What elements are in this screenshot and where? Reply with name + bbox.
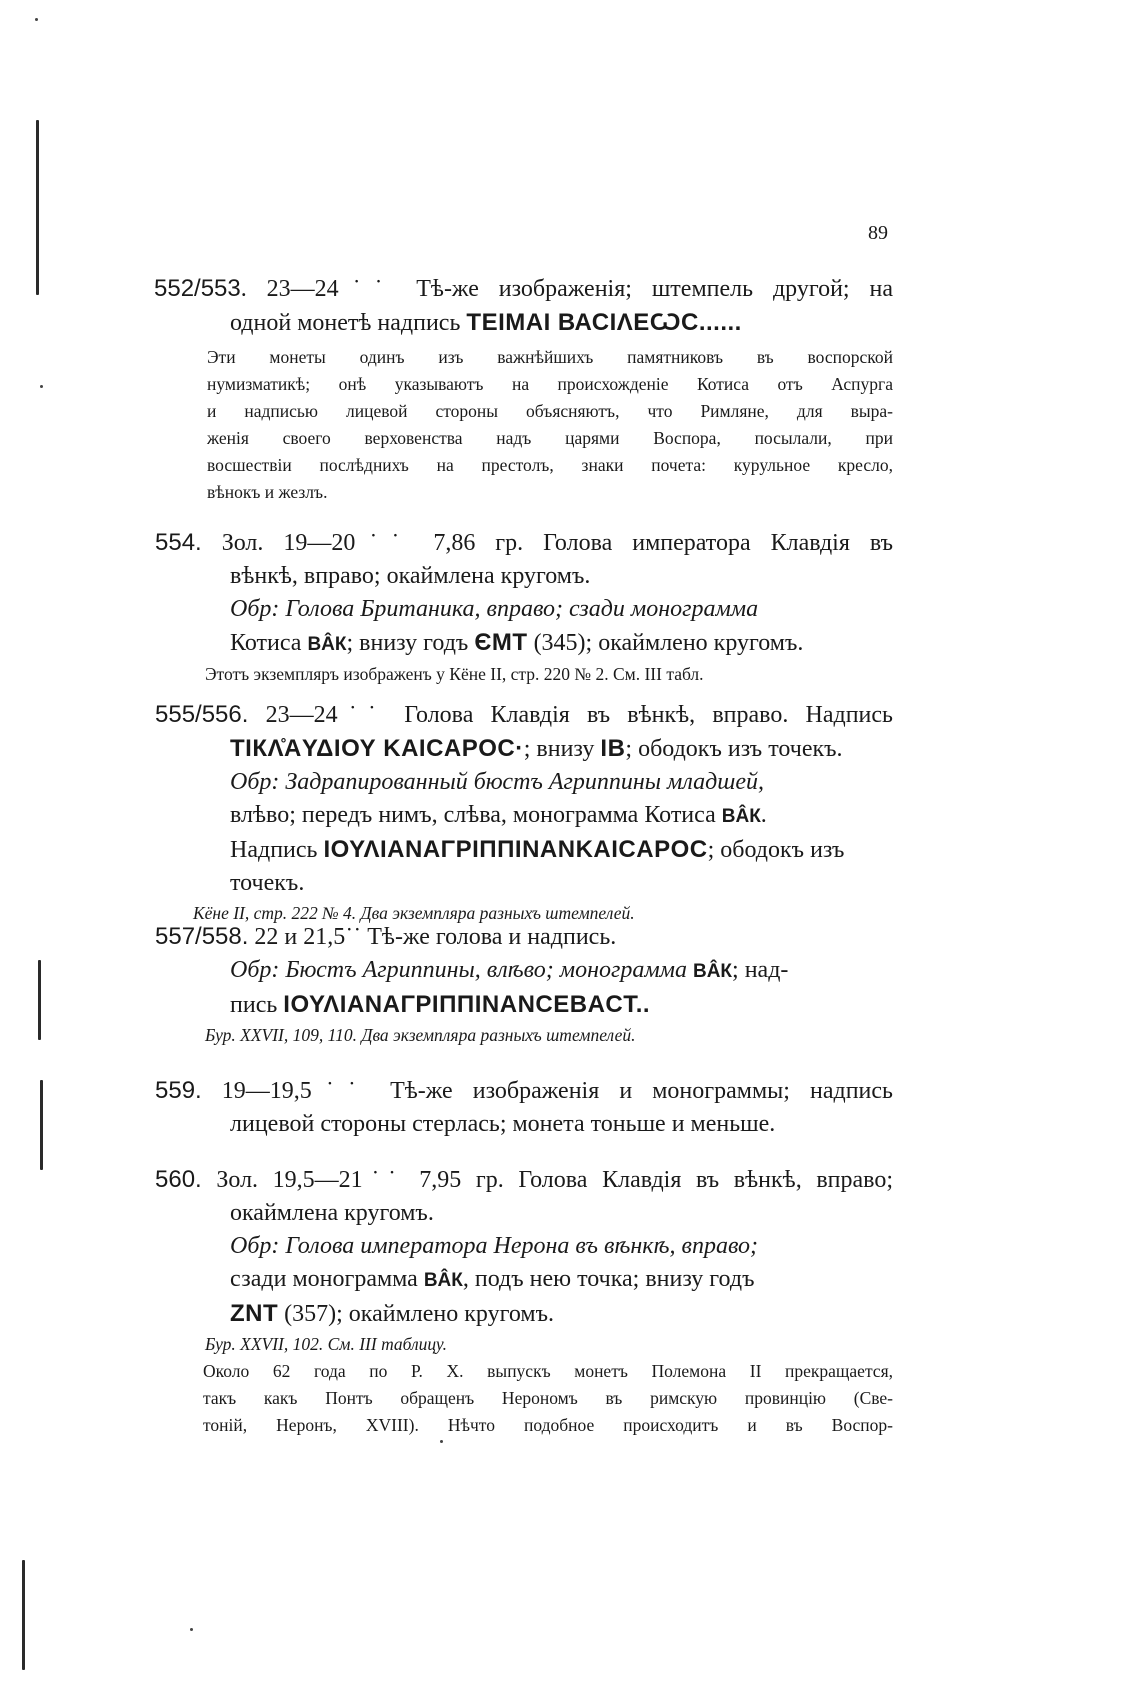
entry-line: ТІКΛ̊АΥΔΙΟΥ ΚΑΙCΑΡΟC·; внизу ΙΒ; ободокъ изъ точекъ. bbox=[230, 735, 843, 762]
entry-552-553 bbox=[155, 272, 893, 506]
commentary-line: такъ какъ Понтъ обращенъ Нерономъ въ римскую провинцію (Све- bbox=[203, 1388, 893, 1408]
entry-555-556 bbox=[155, 698, 893, 927]
greek-inscription: ТЕІМАІ ВАСІΛЕѠС...... bbox=[466, 309, 742, 336]
entry-number: 554. bbox=[155, 529, 202, 556]
entry-number: 557/558. bbox=[155, 923, 249, 950]
entry-number: 560. bbox=[155, 1166, 202, 1193]
entry-554 bbox=[155, 526, 893, 688]
entry-559 bbox=[155, 1074, 893, 1141]
year-inscription: ЄМТ bbox=[474, 629, 528, 656]
entry-number: 552/553 bbox=[154, 275, 241, 302]
entry-first-line: 555/556. 23—24˙˙ Голова Клавдія въ вѣнкѣ, вправо. Надпись bbox=[155, 701, 893, 728]
entry-line: сзади монограмма ВÂК, подъ нею точка; внизу годъ bbox=[230, 1266, 755, 1292]
commentary-line: восшествіи послѣднихъ на престолъ, знаки почета: курульное кресло, bbox=[207, 455, 893, 475]
entry-number: 555/556. bbox=[155, 701, 249, 728]
entry-line: Надпись ΙΟΥΛΙΑΝΑΓΡΙΠΠΙΝΑΝΚΑΙCΑΡΟC; ободокъ изъ bbox=[230, 836, 845, 863]
scan-edge-mark bbox=[40, 1080, 43, 1170]
entry-560 bbox=[155, 1163, 893, 1439]
commentary-line: тоній, Неронъ, XVIII). Нѣчто подобное происходитъ и въ Воспор- bbox=[203, 1415, 893, 1435]
year-inscription: ΖΝΤ bbox=[230, 1300, 279, 1327]
greek-inscription: ТІКΛ̊АΥΔΙΟΥ ΚΑΙCΑΡΟC· bbox=[230, 735, 524, 762]
monogram: ВÂК bbox=[423, 1270, 463, 1291]
entry-line: вѣнкѣ, вправо; окаймлена кругомъ. bbox=[230, 563, 591, 589]
reference-line: Бур. XXVII, 102. См. III таблицу. bbox=[205, 1334, 447, 1354]
entry-line: одной монетѣ надпись ТЕІМАІ ВАСІΛЕѠС...... bbox=[230, 309, 742, 336]
reverse-line bbox=[155, 593, 893, 626]
scan-dot bbox=[440, 1440, 443, 1443]
monogram: ВÂК bbox=[307, 634, 347, 655]
entry-line: Котиса ВÂК; внизу годъ ЄМТ (345); окаймлено кругомъ. bbox=[230, 629, 804, 656]
greek-inscription: ΙΒ bbox=[600, 735, 626, 762]
entry-number: 559. bbox=[155, 1077, 202, 1104]
monogram: ВÂК bbox=[692, 961, 733, 982]
commentary-line: вѣнокъ и жезлъ. bbox=[207, 482, 328, 502]
scan-dot bbox=[190, 1628, 193, 1631]
reference-line: Этотъ экземпляръ изображенъ у Кёне II, стр. 220 № 2. См. III табл. bbox=[205, 664, 704, 684]
reverse-line bbox=[155, 1230, 893, 1263]
reverse-text: Обр: Бюстъ Агриппины, влѣво; монограмма bbox=[230, 957, 687, 983]
reverse-text: Обр: Голова императора Нерона въ вѣнкѣ, вправо; bbox=[230, 1233, 759, 1259]
reference-line: Кёне II, стр. 222 № 4. Два экземпляра разныхъ штемпелей. bbox=[193, 903, 635, 923]
monogram: ВÂК bbox=[721, 806, 761, 827]
entry-557-558 bbox=[155, 920, 893, 1049]
scan-edge-mark bbox=[38, 960, 41, 1040]
entry-line: точекъ. bbox=[230, 870, 305, 896]
reverse-line: Обр: Бюстъ Агриппины, влѣво; монограмма ВÂК; над- bbox=[230, 957, 789, 983]
entry-first-line: 559. 19—19,5˙˙ Тѣ-же изображенія и монограммы; надпись bbox=[155, 1077, 893, 1104]
greek-inscription: ΙΟΥΛΙΑΝΑΓΡΙΠΠΙΝΑΝCΕΒΑCΤ.. bbox=[283, 991, 651, 1018]
scan-dot bbox=[40, 385, 43, 388]
entry-first-line: 560. Зол. 19,5—21˙˙ 7,95 гр. Голова Клавдія въ вѣнкѣ, вправо; bbox=[155, 1166, 893, 1193]
reverse-text: Обр: Голова Британика, вправо; сзади монограмма bbox=[230, 596, 759, 622]
entry-line: влѣво; передъ нимъ, слѣва, монограмма Котиса ВÂК. bbox=[230, 802, 767, 828]
scan-dot bbox=[35, 18, 38, 21]
reference-line: Бур. XXVII, 109, 110. Два экземпляра разныхъ штемпелей. bbox=[205, 1025, 636, 1045]
entry-line: окаймлена кругомъ. bbox=[230, 1200, 434, 1226]
reverse-text: Обр: Задрапированный бюстъ Агриппины младшей, bbox=[230, 769, 765, 795]
reverse-line bbox=[155, 766, 893, 799]
entry-first-line: 552/553. 23—24˙˙ Тѣ-же изображенія; штемпель другой; на bbox=[154, 275, 893, 302]
entry-line: ΖΝΤ (357); окаймлено кругомъ. bbox=[230, 1300, 554, 1327]
commentary-line: и надписью лицевой стороны объясняютъ, что Римляне, для выра- bbox=[207, 401, 893, 421]
commentary-line: женія своего верховенства надъ царями Воспора, посылали, при bbox=[207, 428, 893, 448]
page-number: 89 bbox=[868, 222, 888, 244]
scan-edge-mark bbox=[36, 120, 39, 295]
greek-inscription: ΙΟΥΛΙΑΝΑΓΡΙΠΠΙΝΑΝΚΑΙCΑΡΟC bbox=[323, 836, 708, 863]
entry-first-line: 557/558. 22 и 21,5˙˙ Тѣ-же голова и надпись. bbox=[155, 923, 617, 950]
commentary-line: Эти монеты одинъ изъ важнѣйшихъ памятниковъ въ воспорской bbox=[207, 347, 893, 367]
entry-line: лицевой стороны стерлась; монета тоньше и меньше. bbox=[230, 1111, 776, 1137]
entry-line: пись ΙΟΥΛΙΑΝΑΓΡΙΠΠΙΝΑΝCΕΒΑCΤ.. bbox=[230, 991, 651, 1018]
entry-first-line: 554. Зол. 19—20˙˙ 7,86 гр. Голова императора Клавдія въ bbox=[155, 529, 894, 556]
scan-edge-mark bbox=[22, 1560, 25, 1670]
commentary-line: нумизматикѣ; онѣ указываютъ на происхожденіе Котиса отъ Аспурга bbox=[207, 374, 893, 394]
commentary-line: Около 62 года по Р. Х. выпускъ монетъ Полемона II прекращается, bbox=[203, 1361, 893, 1381]
